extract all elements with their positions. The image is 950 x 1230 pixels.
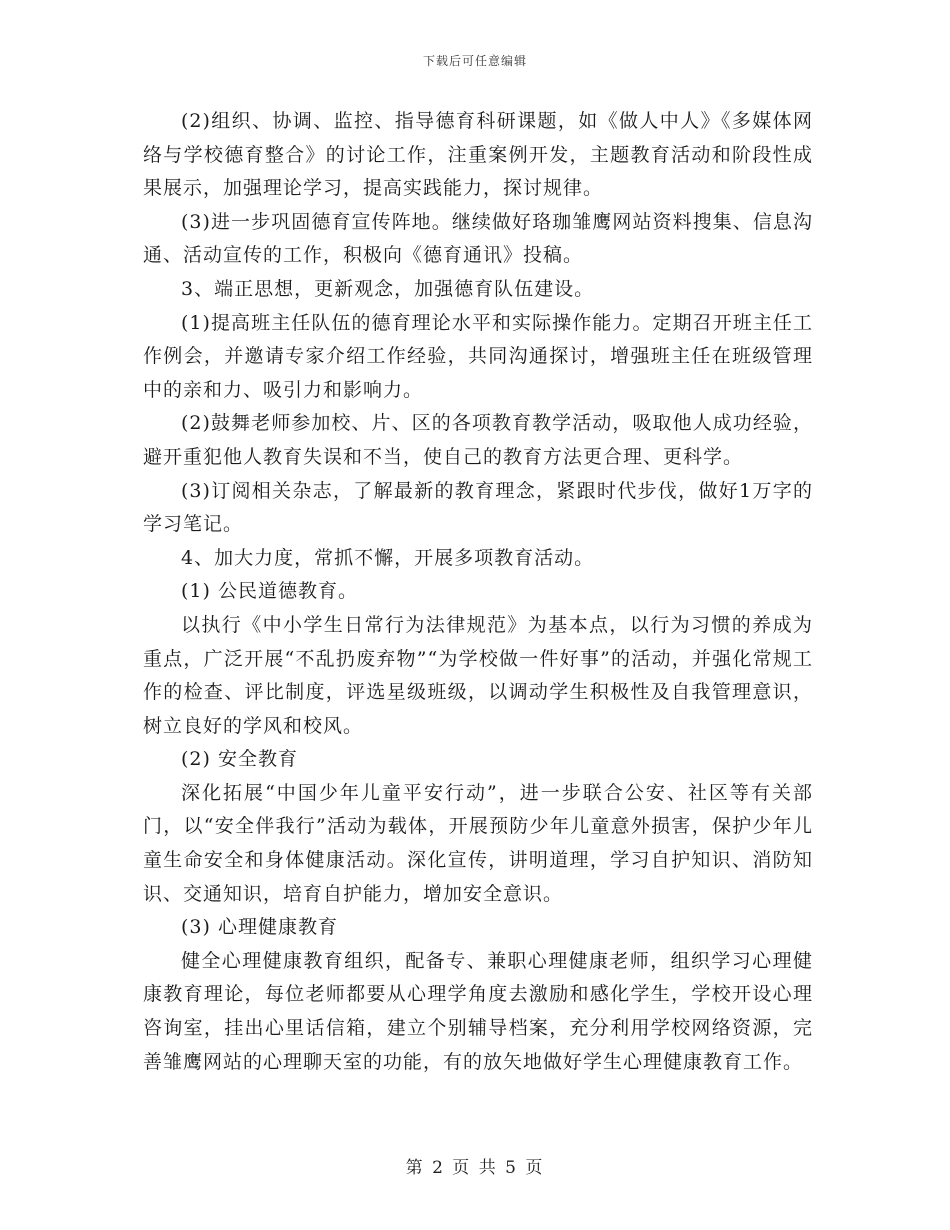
section-heading: 3、端正思想，更新观念，加强德育队伍建设。 [181,277,595,300]
paragraph: 深化拓展“中国少年儿童平安行动”，进一步联合公安、社区等有关部门，以“安全伴我行”活动为载体，开展预防少年儿童意外损害，保护少年儿童生命安全和身体健康活动。深化宣传，讲明道理，学习自护知识、消防知识、交通知识，培育自护能力，增加安全意识。 [143,781,813,905]
subsection-heading: (3) 心理健康教育 [181,916,338,939]
paragraph: (1)提高班主任队伍的德育理论水平和实际操作能力。定期召开班主任工作例会，并邀请专家介绍工作经验，共同沟通探讨，增强班主任在班级管理中的亲和力、吸引力和影响力。 [143,311,813,401]
section-heading: 4、加大力度，常抓不懈，开展多项教育活动。 [181,546,595,569]
page-footer: 第 2 页 共 5 页 [405,1158,545,1178]
paragraph: (3)订阅相关杂志，了解最新的教育理念，紧跟时代步伐，做好1万字的学习笔记。 [143,479,813,536]
subsection-heading: (1) 公民道德教育。 [181,580,358,603]
paragraph: 健全心理健康教育组织，配备专、兼职心理健康老师，组织学习心理健康教育理论，每位老师都要从心理学角度去激励和感化学生，学校开设心理咨询室，挂出心里话信箱，建立个别辅导档案，充分利用学校网络资源，完善雏鹰网站的心理聊天室的功能，有的放矢地做好学生心理健康教育工作。 [143,949,813,1073]
subsection-heading: (2) 安全教育 [181,748,298,771]
paragraph: (2)组织、协调、监控、指导德育科研课题，如《做人中人》《多媒体网络与学校德育整合》的讨论工作，注重案例开发，主题教育活动和阶段性成果展示，加强理论学习，提高实践能力，探讨规律。 [143,110,813,200]
paragraph: (3)进一步巩固德育宣传阵地。继续做好珞珈雏鹰网站资料搜集、信息沟通、活动宣传的工作，积极向《德育通讯》投稿。 [143,210,813,267]
document-body [143,105,813,1079]
page-header: 下载后可任意编辑 [422,54,527,68]
paragraph: 以执行《中小学生日常行为法律规范》为基本点，以行为习惯的养成为重点，广泛开展“不乱扔废弃物”“为学校做一件好事”的活动，并强化常规工作的检查、评比制度，评选星级班级，以调动学生积极性及自我管理意识，树立良好的学风和校风。 [143,613,813,737]
paragraph: (2)鼓舞老师参加校、片、区的各项教育教学活动，吸取他人成功经验，避开重犯他人教育失误和不当，使自己的教育方法更合理、更科学。 [143,412,813,468]
